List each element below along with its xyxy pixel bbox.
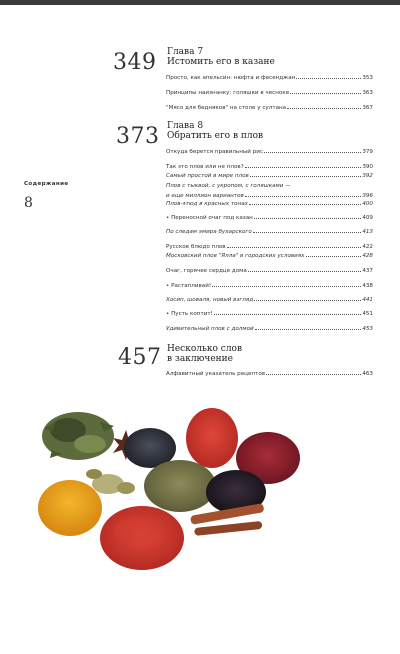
toc-entry-text: Откуда берется правильный рис	[166, 149, 263, 155]
toc-entry-text: • Переносной очаг под казан	[166, 215, 253, 221]
toc-entry-page: 441	[362, 297, 373, 303]
toc-entry-text: • Растапливай!	[166, 283, 212, 289]
toc-entry-text: Очаг, горячее сердце дома	[166, 268, 247, 274]
toc-entry-page: 396	[362, 193, 373, 199]
toc-entry-page: 379	[362, 149, 373, 155]
leader-dots	[248, 266, 362, 272]
toc-entry-text: Хосип, шоваля, новый взгляд	[166, 297, 254, 303]
leader-dots	[212, 281, 361, 287]
spices-illustration	[30, 388, 306, 584]
toc-entry-page: 437	[362, 268, 373, 274]
toc-entry-text: Удивительный плов с долмой	[166, 326, 254, 332]
paprika-heap	[186, 408, 238, 468]
chapter-8-page-number: 373	[116, 124, 160, 149]
toc-entry-page: 438	[362, 283, 373, 289]
toc-entry-text: и еще миллион вариантов	[166, 193, 244, 199]
toc-entry[interactable]	[166, 324, 373, 334]
leader-dots	[306, 251, 362, 257]
toc-entry-text: • Пусть коптит!	[166, 311, 213, 317]
toc-entry[interactable]	[166, 295, 373, 305]
toc-entry[interactable]	[166, 213, 373, 223]
toc-entry[interactable]	[166, 266, 373, 276]
turmeric-heap	[38, 480, 102, 536]
toc-entry[interactable]	[166, 181, 373, 191]
toc-entry-page: 392	[362, 173, 373, 179]
toc-entry[interactable]	[166, 199, 373, 209]
dried-herbs	[42, 412, 114, 460]
toc-entry-text: Алфавитный указатель рецептов	[166, 371, 266, 377]
toc-entry[interactable]	[166, 73, 373, 83]
toc-entry-page: 367	[362, 105, 373, 111]
toc-entry-text: Русское блюдо плов	[166, 244, 226, 250]
section-label: Содержание	[24, 181, 69, 187]
toc-entry-text: Московский плов "Ялла" в городских условиях	[166, 253, 305, 259]
leader-dots	[249, 199, 361, 205]
leader-dots	[266, 369, 361, 375]
leader-dots	[253, 227, 362, 233]
chapter-7-title: Истомить его в казане	[167, 57, 275, 67]
conclusion-title-line-1: Несколько слов	[167, 344, 243, 354]
leader-dots	[254, 213, 361, 219]
toc-entry[interactable]	[166, 103, 373, 113]
leader-dots	[227, 242, 362, 248]
conclusion-page-number: 457	[118, 345, 162, 370]
toc-entry[interactable]	[166, 281, 373, 291]
leader-dots	[250, 171, 361, 177]
leader-dots	[287, 103, 361, 109]
toc-entry-text: Самый простой в мире плов	[166, 173, 249, 179]
leader-dots	[290, 88, 361, 94]
herb-mix	[144, 460, 216, 512]
toc-entry-page: 453	[362, 326, 373, 332]
toc-entry-page: 428	[362, 253, 373, 259]
toc-entry[interactable]	[166, 369, 373, 379]
toc-entry-page: 451	[362, 311, 373, 317]
toc-entry[interactable]	[166, 88, 373, 98]
toc-entry-text: По следам эмира бухарского	[166, 229, 252, 235]
chapter-7-page-number: 349	[113, 50, 157, 75]
toc-entry[interactable]	[166, 309, 373, 319]
leader-dots	[296, 73, 361, 79]
chapter-8-title: Обратить его в плов	[167, 131, 264, 141]
toc-entry-text: Плов-этюд в красных тонах	[166, 201, 248, 207]
toc-entry-page: 353	[362, 75, 373, 81]
conclusion-title-line-2: в заключение	[167, 354, 233, 364]
leader-dots	[245, 191, 361, 197]
chapter-8-label: Глава 8	[167, 121, 204, 131]
toc-entry-page: 390	[362, 164, 373, 170]
toc-entry-page: 363	[362, 90, 373, 96]
toc-entry-page: 422	[362, 244, 373, 250]
toc-entry-text: "Мясо для бедняков" на столе у султана	[166, 105, 287, 111]
leader-dots	[214, 309, 361, 315]
top-bar	[0, 0, 400, 5]
toc-entry-page: 413	[362, 229, 373, 235]
toc-entry-text: Просто, как апельсин: нюфта и фесенджан	[166, 75, 296, 81]
leader-dots	[264, 147, 361, 153]
toc-entry-text: Принципы наизнанку: голяшки в чесноке	[166, 90, 290, 96]
leader-dots	[254, 295, 361, 301]
toc-entry-page: 409	[362, 215, 373, 221]
leader-dots	[245, 162, 362, 168]
toc-entry[interactable]	[166, 171, 373, 181]
chapter-7-label: Глава 7	[167, 47, 204, 57]
page-number: 8	[24, 195, 33, 211]
toc-entry-page: 463	[362, 371, 373, 377]
toc-entry[interactable]	[166, 227, 373, 237]
toc-entry-page: 400	[362, 201, 373, 207]
toc-entry-text: Плов с тыквой, с укропом, с голяшками —	[166, 183, 291, 189]
toc-entry[interactable]	[166, 147, 373, 157]
toc-entry[interactable]	[166, 251, 373, 261]
leader-dots	[255, 324, 362, 330]
toc-entry-text: Так это плов или не плов?	[166, 164, 244, 170]
